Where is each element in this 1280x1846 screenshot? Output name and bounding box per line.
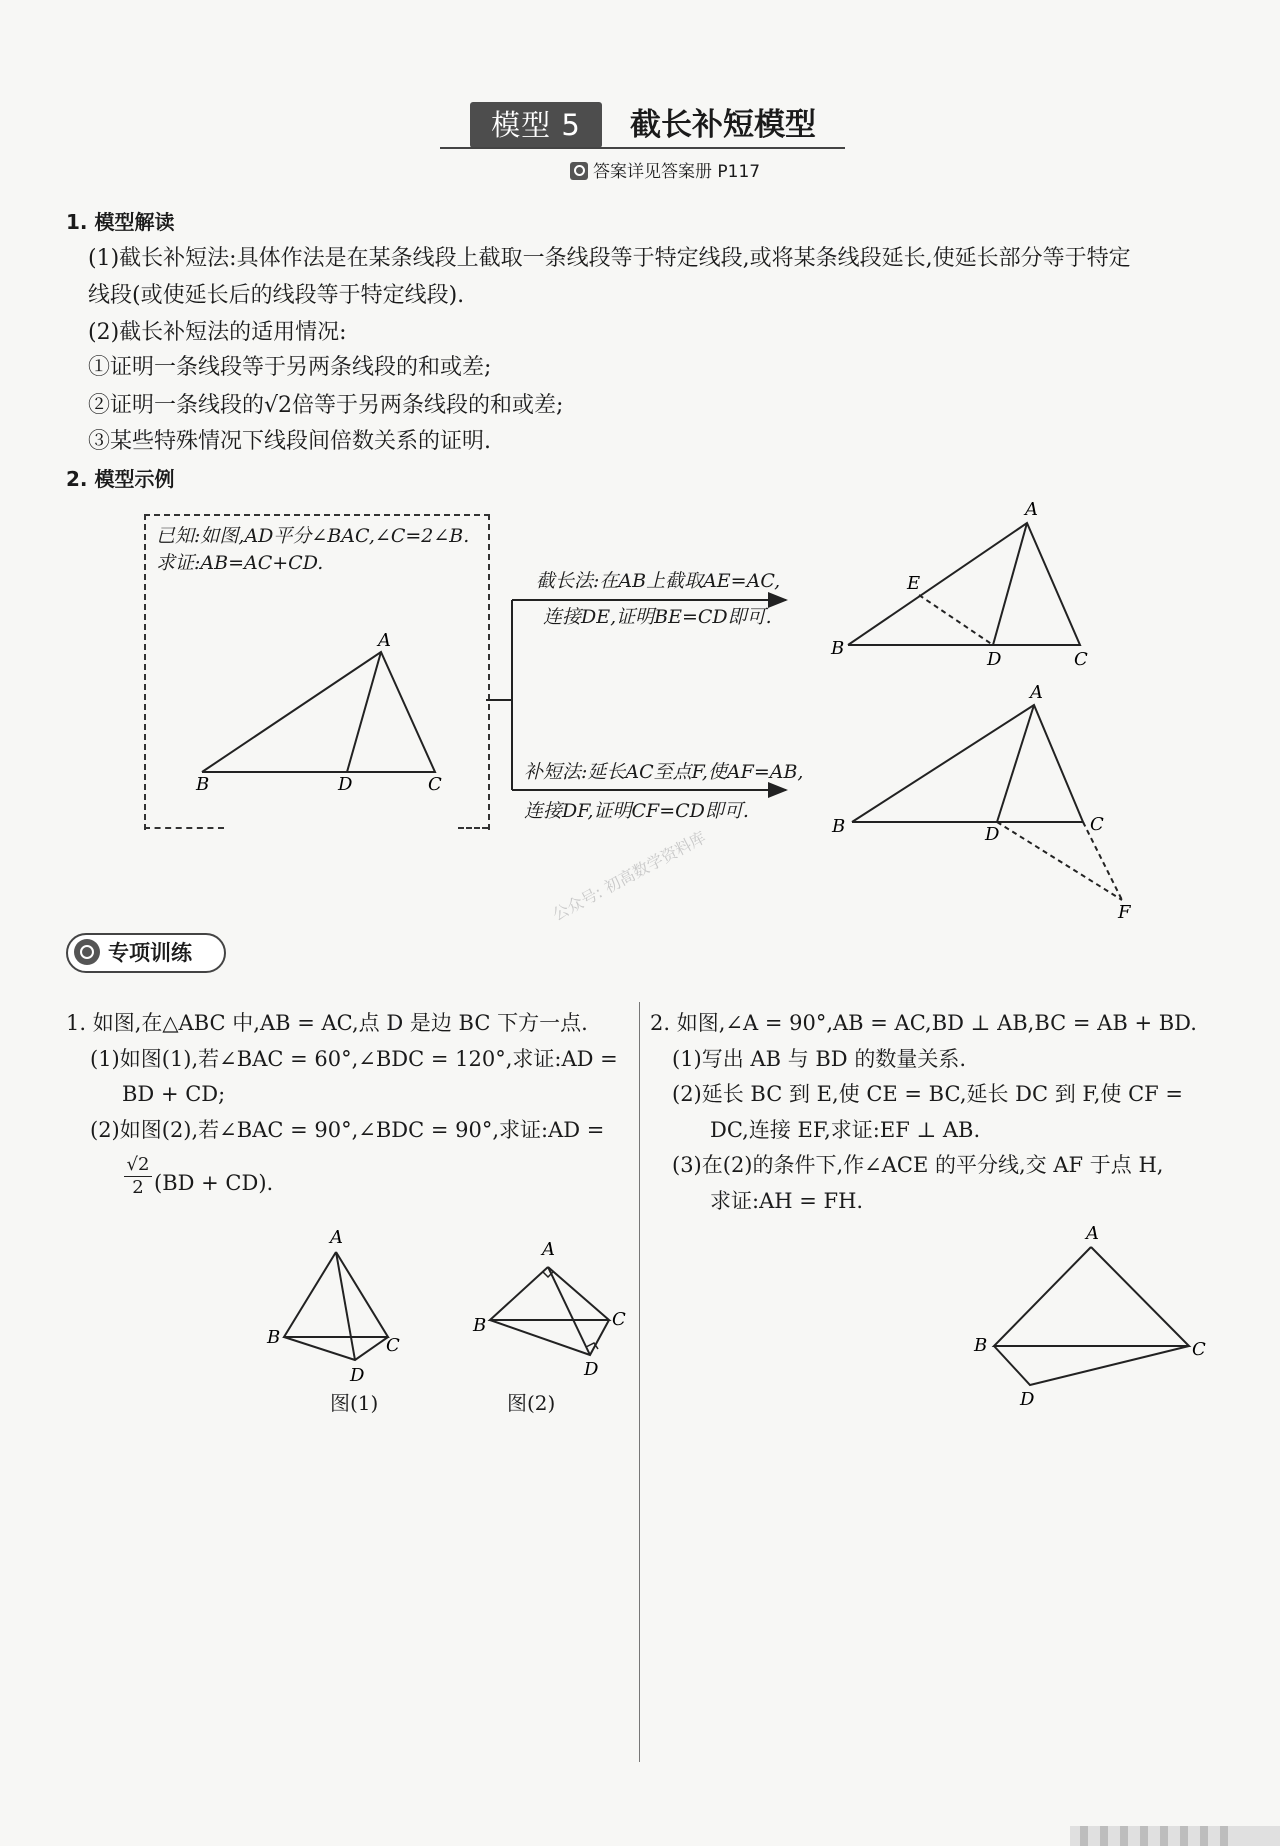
q1-part1-line1: (1)如图(1),若∠BAC = 60°,∠BDC = 120°,求证:AD = — [90, 1047, 618, 1071]
q1-figure-2 — [490, 1267, 609, 1355]
figure-2-caption: 图(2) — [507, 1391, 556, 1415]
q2-part2-line2: DC,连接 EF,求证:EF ⊥ AB. — [710, 1118, 981, 1142]
section1-line-5: ②证明一条线段的√2倍等于另两条线段的和或差; — [88, 393, 564, 418]
add-label-b: B — [832, 816, 846, 837]
page-title: 截长补短模型 — [630, 107, 816, 143]
method-arrows — [486, 600, 786, 790]
box-triangle — [202, 652, 435, 772]
fig1-label-b: B — [267, 1327, 281, 1348]
fig1-label-c: C — [386, 1335, 400, 1356]
special-training-pill — [66, 933, 226, 973]
section-heading-2: 2. 模型示例 — [66, 467, 175, 491]
fraction-denominator: 2 — [124, 1176, 152, 1199]
box-label-b: B — [196, 774, 210, 795]
q1-figures — [250, 1215, 650, 1415]
fig1-label-a: A — [330, 1227, 343, 1248]
q2-part1: (1)写出 AB 与 BD 的数量关系. — [672, 1047, 966, 1071]
q2-label-d: D — [1020, 1389, 1035, 1410]
cut-label-e: E — [907, 573, 921, 594]
q1-stem: 1. 如图,在△ABC 中,AB = AC,点 D 是边 BC 下方一点. — [66, 1011, 588, 1035]
fig2-label-a: A — [542, 1239, 555, 1260]
cut-method-triangle — [848, 523, 1080, 645]
given-statement: 已知:如图,AD平分∠BAC,∠C=2∠B. — [156, 525, 470, 547]
section1-line-6: ③某些特殊情况下线段间倍数关系的证明. — [88, 429, 491, 454]
column-divider — [639, 1002, 640, 1762]
q2-label-a: A — [1086, 1223, 1099, 1244]
fraction-numerator: √2 — [126, 1154, 150, 1175]
add-method-triangle — [852, 705, 1122, 900]
section1-line-1: (1)截长补短法:具体作法是在某条线段上截取一条线段等于特定线段,或将某条线段延长,使延长部分等于特定 — [88, 246, 1131, 271]
add-method-line-2: 连接DF,证明CF=CD即可. — [524, 800, 749, 822]
fig2-label-c: C — [612, 1309, 626, 1330]
q2-label-b: B — [974, 1335, 988, 1356]
special-training-label: 专项训练 — [108, 941, 192, 965]
answer-reference-text: 答案详见答案册 P117 — [593, 162, 761, 182]
fig1-label-d: D — [350, 1365, 365, 1386]
figure-1-caption: 图(1) — [330, 1391, 379, 1415]
add-label-f: F — [1118, 902, 1131, 923]
add-method-line-1: 补短法:延长AC至点F,使AF=AB, — [524, 761, 804, 783]
page-edge-decoration — [1070, 1820, 1280, 1846]
box-label-d: D — [338, 774, 353, 795]
q2-label-c: C — [1192, 1339, 1206, 1360]
cut-method-line-1: 截长法:在AB上截取AE=AC, — [536, 570, 781, 592]
section1-line-4: ①证明一条线段等于另两条线段的和或差; — [88, 355, 492, 380]
q2-part3-line2: 求证:AH = FH. — [710, 1189, 864, 1213]
q1-part2-line1: (2)如图(2),若∠BAC = 90°,∠BDC = 90°,求证:AD = — [90, 1118, 605, 1142]
section-heading-1: 1. 模型解读 — [66, 210, 175, 234]
fig2-label-b: B — [473, 1315, 487, 1336]
box-label-a: A — [378, 630, 391, 651]
target-icon — [74, 939, 100, 965]
box-label-c: C — [428, 774, 442, 795]
section1-line-2: 线段(或使延长后的线段等于特定线段). — [88, 283, 465, 308]
add-label-a: A — [1030, 682, 1043, 703]
model-badge: 模型 5 — [470, 102, 602, 148]
prove-statement: 求证:AB=AC+CD. — [156, 552, 324, 574]
q2-figure — [960, 1215, 1220, 1415]
cut-label-c: C — [1074, 649, 1088, 670]
q2-part3-line1: (3)在(2)的条件下,作∠ACE 的平分线,交 AF 于点 H, — [672, 1153, 1164, 1177]
q1-part2-line2: (BD + CD). — [154, 1171, 274, 1195]
q2-stem: 2. 如图,∠A = 90°,AB = AC,BD ⊥ AB,BC = AB + BD. — [650, 1011, 1197, 1035]
add-label-d: D — [985, 824, 1000, 845]
q1-figure-1 — [284, 1252, 388, 1360]
q2-part2-line1: (2)延长 BC 到 E,使 CE = BC,延长 DC 到 F,使 CF = — [672, 1082, 1183, 1106]
cut-method-line-2: 连接DE,证明BE=CD即可. — [543, 606, 772, 628]
cut-label-b: B — [831, 638, 845, 659]
q1-part1-line2: BD + CD; — [122, 1082, 226, 1106]
section1-line-3: (2)截长补短法的适用情况: — [88, 320, 347, 345]
cut-label-d: D — [987, 649, 1002, 670]
q1-fraction — [124, 1154, 152, 1199]
add-method-diagram — [800, 670, 1160, 930]
watermark: 公众号: 初高数学资料库 — [549, 827, 709, 925]
fig2-label-d: D — [584, 1359, 599, 1380]
add-label-c: C — [1090, 814, 1104, 835]
cut-label-a: A — [1025, 499, 1038, 520]
